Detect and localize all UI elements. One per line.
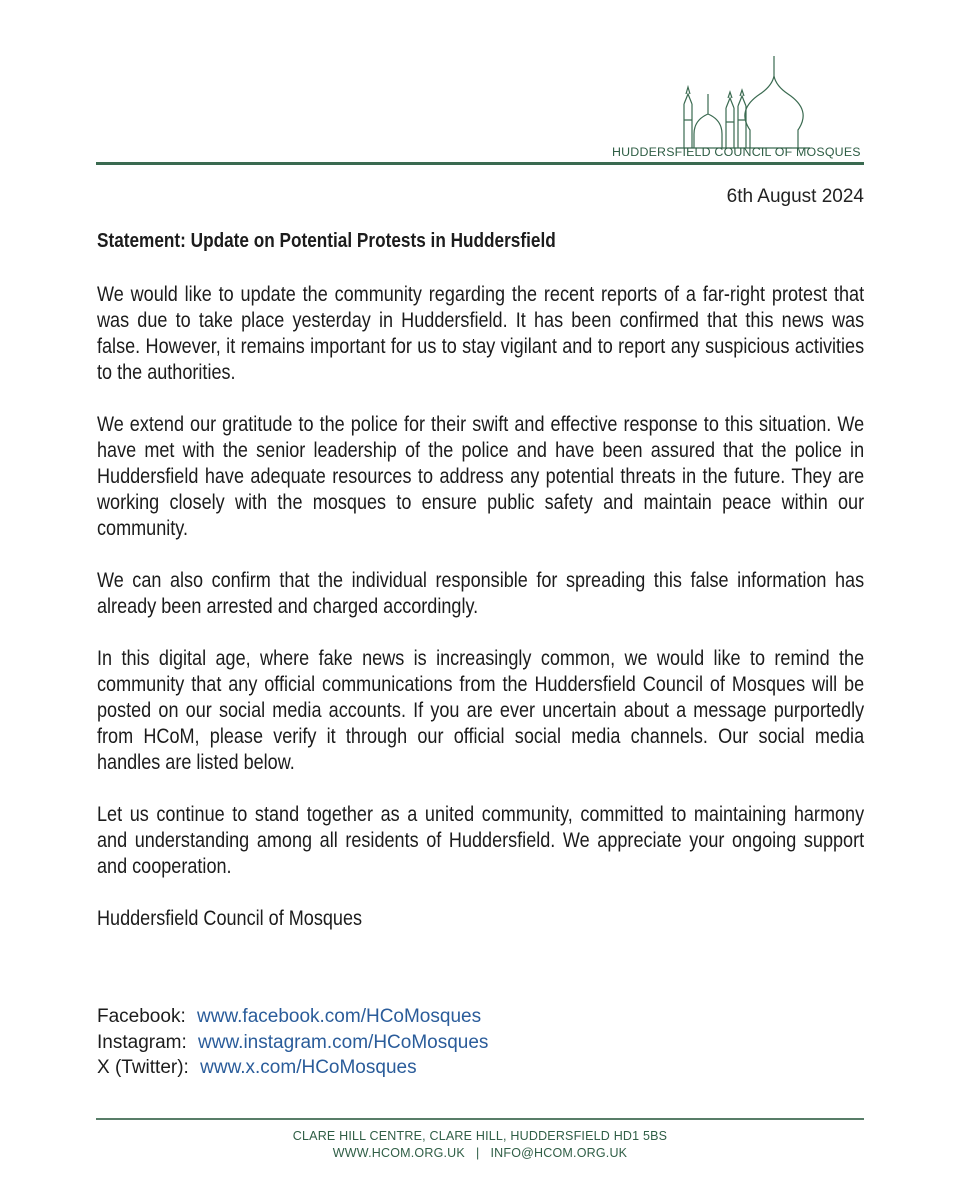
- social-row-facebook: [97, 1004, 697, 1030]
- social-links: [97, 1004, 697, 1081]
- instagram-link[interactable]: www.instagram.com/HCoMosques: [198, 1031, 489, 1053]
- statement-date: 6th August 2024: [726, 186, 864, 207]
- statement-body: [97, 228, 864, 958]
- paragraph: We extend our gratitude to the police for their swift and effective response to this situation. We have met with the senior leadership of the police and have been assured that the police in Huddersfield have adequate resources to address any potential threats in the future. They are working closely with the mosques to ensure public safety and maintain peace within our community.: [97, 413, 865, 540]
- social-row-x: [97, 1055, 697, 1081]
- header-divider: [96, 162, 864, 165]
- paragraph: In this digital age, where fake news is increasingly common, we would like to remind the community that any official communications from the Huddersfield Council of Mosques will be posted on our social media accounts. If you are ever uncertain about a message purportedly from HCoM, please verify it through our official social media channels. Our social media handles are listed below.: [97, 647, 865, 774]
- footer: [0, 1128, 960, 1162]
- email-link[interactable]: INFO@HCOM.ORG.UK: [490, 1146, 628, 1160]
- statement-title: Statement: Update on Potential Protests in Huddersfield: [97, 230, 556, 252]
- paragraph: Let us continue to stand together as a united community, committed to maintaining harmony and understanding among all residents of Huddersfield. We appreciate your ongoing support and cooperation.: [97, 803, 865, 878]
- footer-contact: [0, 1145, 960, 1162]
- website-link[interactable]: WWW.HCOM.ORG.UK: [332, 1146, 465, 1160]
- x-twitter-link[interactable]: www.x.com/HCoMosques: [200, 1057, 417, 1078]
- org-name: HUDDERSFIELD COUNCIL OF MOSQUES: [612, 145, 861, 159]
- paragraph: We would like to update the community regarding the recent reports of a far-right protest that was due to take place yesterday in Huddersfield. It has been confirmed that this news was false. However, it remains important for us to stay vigilant and to report any suspicious activities to the authorities.: [97, 283, 865, 384]
- footer-address: CLARE HILL CENTRE, CLARE HILL, HUDDERSFIELD HD1 5BS: [292, 1129, 668, 1143]
- paragraph: We can also confirm that the individual responsible for spreading this false information has already been arrested and charged accordingly.: [97, 569, 865, 618]
- signoff: Huddersfield Council of Mosques: [97, 907, 363, 930]
- footer-separator: |: [475, 1146, 480, 1160]
- social-label: Instagram:: [97, 1031, 187, 1053]
- social-label: X (Twitter):: [97, 1057, 189, 1078]
- footer-divider: [96, 1118, 864, 1120]
- social-label: Facebook:: [97, 1006, 186, 1027]
- facebook-link[interactable]: www.facebook.com/HCoMosques: [197, 1006, 482, 1027]
- social-row-instagram: [97, 1030, 697, 1056]
